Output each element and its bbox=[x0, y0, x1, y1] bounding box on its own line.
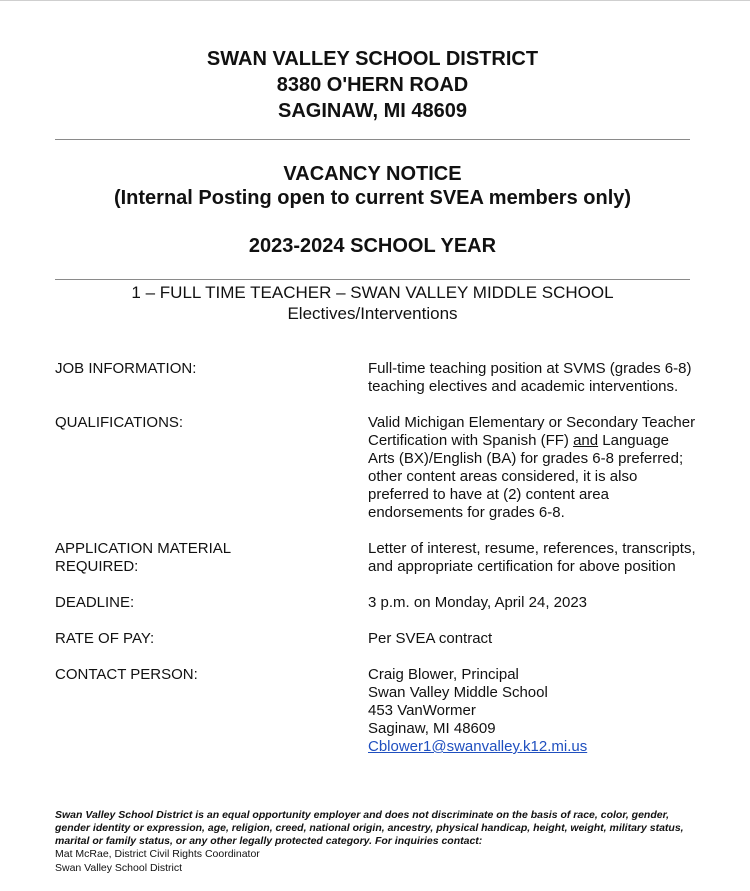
qualifications-label: QUALIFICATIONS: bbox=[55, 414, 184, 431]
job-information-label: JOB INFORMATION: bbox=[55, 360, 197, 377]
row-job-information bbox=[55, 360, 705, 396]
notice-title: VACANCY NOTICE bbox=[283, 163, 462, 185]
row-application bbox=[55, 540, 705, 576]
deadline-label: DEADLINE: bbox=[55, 594, 135, 611]
footer bbox=[55, 809, 695, 875]
divider-2 bbox=[55, 279, 690, 280]
contact-street: 453 VanWormer bbox=[368, 702, 476, 719]
footer-district: Swan Valley School District bbox=[55, 861, 183, 874]
row-deadline bbox=[55, 594, 705, 612]
position-title bbox=[0, 282, 745, 324]
district-city: SAGINAW, MI 48609 bbox=[278, 100, 467, 122]
contact-city: Saginaw, MI 48609 bbox=[368, 720, 496, 737]
application-label bbox=[55, 540, 368, 576]
school-year: 2023-2024 SCHOOL YEAR bbox=[248, 235, 497, 257]
deadline-value: 3 p.m. on Monday, April 24, 2023 bbox=[368, 594, 588, 611]
position-line-2: Electives/Interventions bbox=[287, 304, 458, 323]
qualifications-and: and bbox=[573, 432, 599, 449]
rate-of-pay-label: RATE OF PAY: bbox=[55, 630, 155, 647]
details-table bbox=[55, 360, 705, 756]
district-street: 8380 O'HERN ROAD bbox=[276, 74, 469, 96]
contact-label: CONTACT PERSON: bbox=[55, 666, 198, 683]
top-border bbox=[0, 0, 750, 1]
divider-1 bbox=[55, 139, 690, 140]
application-value: Letter of interest, resume, references, transcripts, and appropriate certification for above position bbox=[368, 540, 696, 575]
district-header bbox=[0, 46, 745, 124]
application-label-line-1: APPLICATION MATERIAL bbox=[55, 540, 232, 557]
qualifications-value bbox=[368, 414, 698, 522]
rate-of-pay-value: Per SVEA contract bbox=[368, 630, 493, 647]
row-qualifications bbox=[55, 414, 705, 522]
notice-subtitle: (Internal Posting open to current SVEA members only) bbox=[113, 187, 632, 209]
eeo-statement: Swan Valley School District is an equal opportunity employer and does not discriminate on the basis of race, color, gender, gender identity or expression, age, religion, creed, national origin, ancestry, physical handicap, height, weight, military status, marital or family status, or any other legally protected category. For inquiries contact: bbox=[55, 809, 684, 847]
application-label-line-2: REQUIRED: bbox=[55, 558, 139, 575]
qualifications-text-2: Language Arts (BX)/English (BA) for grades 6-8 preferred; other content areas considered, it is also preferred to have at (2) content area endorsements for grades 6-8. bbox=[368, 432, 684, 521]
contact-school: Swan Valley Middle School bbox=[368, 684, 548, 701]
qualifications-text-1: Valid Michigan Elementary or Secondary Teacher Certification with Spanish (FF) bbox=[368, 414, 696, 449]
row-contact bbox=[55, 666, 705, 756]
job-information-value: Full-time teaching position at SVMS (grades 6-8) teaching electives and academic interventions. bbox=[368, 360, 692, 395]
notice-heading bbox=[0, 162, 745, 210]
row-rate-of-pay bbox=[55, 630, 705, 648]
district-name: SWAN VALLEY SCHOOL DISTRICT bbox=[206, 48, 539, 70]
position-line-1: 1 – FULL TIME TEACHER – SWAN VALLEY MIDDLE SCHOOL bbox=[131, 283, 614, 302]
contact-value bbox=[368, 666, 698, 756]
contact-name: Craig Blower, Principal bbox=[368, 666, 519, 683]
contact-email-link[interactable]: Cblower1@swanvalley.k12.mi.us bbox=[368, 738, 588, 755]
civil-rights-coordinator: Mat McRae, District Civil Rights Coordinator bbox=[55, 848, 260, 860]
